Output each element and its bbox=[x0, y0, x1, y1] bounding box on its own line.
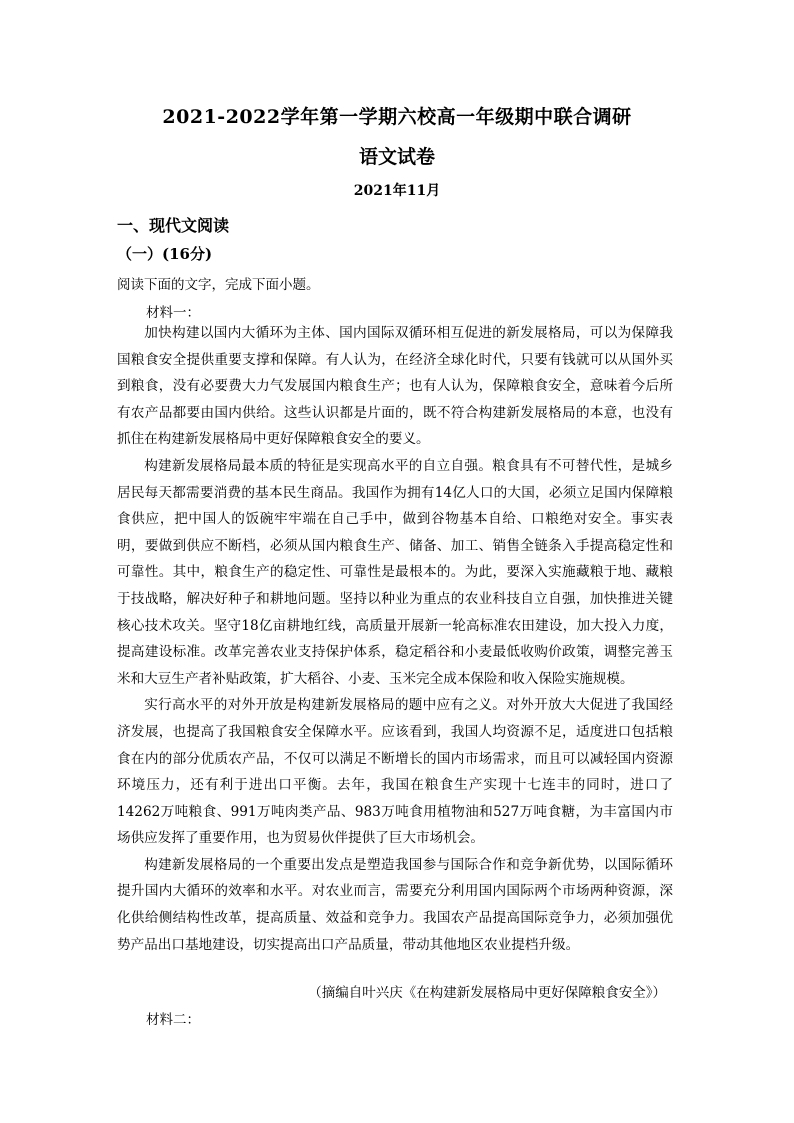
material-two-label: 材料二： bbox=[146, 1012, 200, 1028]
material-one-label: 材料一： bbox=[146, 305, 200, 321]
material-one-body bbox=[117, 320, 673, 958]
exam-date: 2021年11月 bbox=[353, 183, 441, 199]
material-one-paragraph: 构建新发展格局最本质的特征是实现高水平的自立自强。粮食具有不可替代性，是城乡居民每天都需要消费的基本民生商品。我国作为拥有14亿人口的大国，必须立足国内保障粮食供应，把中国人的饭碗牢牢端在自己手中，做到谷物基本自给、口粮绝对安全。事实表明，要做到供应不断档，必须从国内粮食生产、储备、加工、销售全链条入手提高稳定性和可靠性。其中，粮食生产的稳定性、可靠性是最根本的。为此，要深入实施藏粮于地、藏粮于技战略，解决好种子和耕地问题。坚持以种业为重点的农业科技自立自强，加快推进关键核心技术攻关。坚守18亿亩耕地红线，高质量开展新一轮高标准农田建设，加大投入力度，提高建设标准。改革完善农业支持保护体系，稳定稻谷和小麦最低收购价政策，调整完善玉米和大豆生产者补贴政策，扩大稻谷、小麦、玉米完全成本保险和收入保险实施规模。 bbox=[117, 457, 673, 687]
section-heading: 一、现代文阅读 bbox=[117, 216, 230, 235]
material-one-paragraph: 加快构建以国内大循环为主体、国内国际双循环相互促进的新发展格局，可以为保障我国粮食安全提供重要支撑和保障。有人认为，在经济全球化时代，只要有钱就可以从国外买到粮食，没有必要费大力气发展国内粮食生产；也有人认为，保障粮食安全，意味着今后所有农产品都要由国内供给。这些认识都是片面的，既不符合构建新发展格局的本意，也没有抓住在构建新发展格局中更好保障粮食安全的要义。 bbox=[117, 325, 673, 448]
material-one-paragraph: 实行高水平的对外开放是构建新发展格局的题中应有之义。对外开放大大促进了我国经济发展，也提高了我国粮食安全保障水平。应该看到，我国人均资源不足，适度进口包括粮食在内的部分优质农产品，不仅可以满足不断增长的国内市场需求，而且可以减轻国内资源环境压力，还有利于进出口平衡。去年，我国在粮食生产实现十七连丰的同时，进口了14262万吨粮食、991万吨肉类产品、983万吨食用植物油和527万吨食糖，为丰富国内市场供应发挥了重要作用，也为贸易伙伴提供了巨大市场机会。 bbox=[117, 697, 673, 847]
material-one-paragraph: 构建新发展格局的一个重要出发点是塑造我国参与国际合作和竞争新优势，以国际循环提升国内大循环的效率和水平。对农业而言，需要充分利用国内国际两个市场两种资源，深化供给侧结构性改革，提高质量、效益和竞争力。我国农产品提高国际竞争力，必须加强优势产品出口基地建设，切实提高出口产品质量，带动其他地区农业提档升级。 bbox=[117, 856, 673, 953]
page-title: 2021-2022学年第一学期六校高一年级期中联合调研 bbox=[162, 106, 632, 128]
part-heading: （一）(16分) bbox=[117, 245, 213, 263]
reading-instruction: 阅读下面的文字，完成下面小题。 bbox=[117, 277, 320, 293]
page-subtitle: 语文试卷 bbox=[358, 146, 435, 168]
material-one-source: （摘编自叶兴庆《在构建新发展格局中更好保障粮食安全》） bbox=[308, 985, 666, 1001]
